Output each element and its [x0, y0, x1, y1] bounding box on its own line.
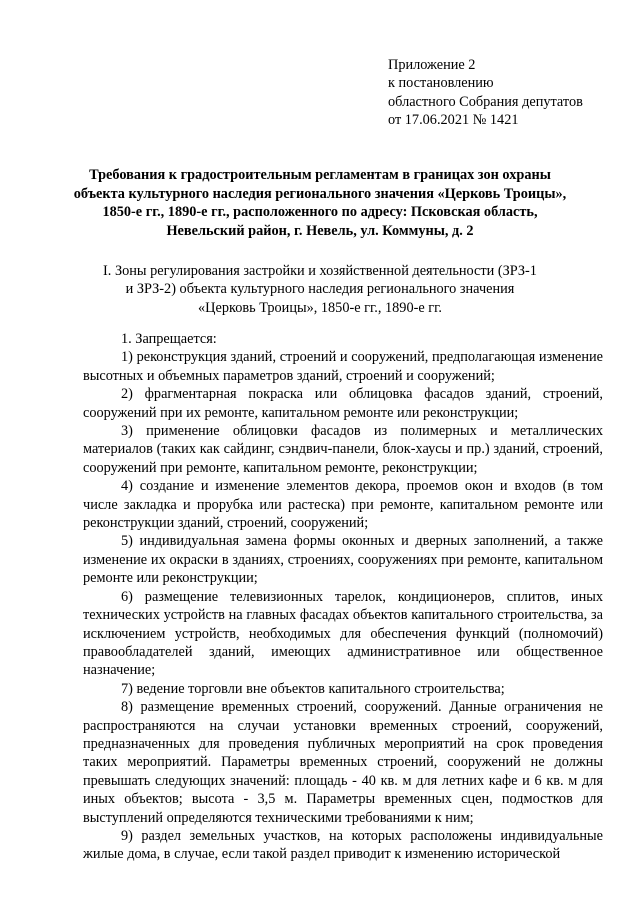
- appendix-block: [388, 56, 583, 130]
- paragraph: 1) реконструкция зданий, строений и сооружений, предполагающая изменение высотных и объемных параметров зданий, строений и сооружений;: [83, 349, 603, 384]
- document-body: [83, 330, 603, 864]
- paragraph: 4) создание и изменение элементов декора, проемов окон и входов (в том числе закладка и прорубка или растеска) при ремонте, капитальном ремонте или реконструкции зданий, строений, сооружений;: [83, 478, 603, 532]
- paragraph: 3) применение облицовки фасадов из полимерных и металлических материалов (таких как сайдинг, сэндвич-панели, блок-хаусы и пр.) зданий, строений, сооружений при ремонте, капитальном ремонте, реконструкции;: [83, 423, 603, 476]
- document-title: Требования к градостроительным регламентам в границах зон охраны объекта культурного наследия регионального значения «Церковь Троицы», 1850-е гг., 1890-е гг., расположенного по адресу: Псковская область, Невельский район, г. Невель, ул. Коммуны, д. 2: [73, 167, 567, 239]
- paragraph: 9) раздел земельных участков, на которых расположены индивидуальные жилые дома, в случае, если такой раздел приводит к изменению исторической: [83, 827, 603, 863]
- appendix-line: от 17.06.2021 № 1421: [388, 112, 519, 129]
- paragraph: 1. Запрещается:: [121, 331, 217, 347]
- section-heading-line: «Церковь Троицы», 1850-е гг., 1890-е гг.: [198, 299, 442, 316]
- paragraph: 7) ведение торговли вне объектов капитального строительства;: [121, 680, 505, 697]
- paragraph: 5) индивидуальная замена формы оконных и дверных заполнений, а также изменение их окраски в зданиях, строениях, сооружениях при ремонте, капитальном ремонте или реконструкции;: [83, 533, 603, 587]
- paragraph: 8) размещение временных строений, сооружений. Данные ограничения не распространяются на случаи установки временных строений, сооружений, предназначенных для проведения публичных мероприятий на срок проведения таких мероприятий. Параметры временных строений, сооружений не должны превышать следующих значений: площадь - 40 кв. м для летних кафе и 6 кв. м для иных объектов; высота - 3,5 м. Параметры временных сцен, подмостков для выступлений определяются техническими требованиями к ним;: [83, 699, 603, 826]
- appendix-line: областного Собрания депутатов: [388, 93, 583, 110]
- appendix-line: Приложение 2: [388, 57, 476, 73]
- section-heading-line: I. Зоны регулирования застройки и хозяйственной деятельности (ЗРЗ-1: [103, 263, 537, 279]
- appendix-line: к постановлению: [388, 75, 494, 92]
- section-heading: [86, 262, 554, 317]
- paragraph: 6) размещение телевизионных тарелок, кондиционеров, сплитов, иных технических устройств на главных фасадах объектов капитального строительства, за исключением устройств, необходимых для обеспечения функций (полномочий) правообладателей зданий, имеющих административное или общественное назначение;: [83, 588, 603, 679]
- paragraph: 2) фрагментарная покраска или облицовка фасадов зданий, строений, сооружений при их ремонте, капитальном ремонте или реконструкции;: [83, 386, 603, 421]
- section-heading-line: и ЗРЗ-2) объекта культурного наследия регионального значения: [125, 281, 515, 298]
